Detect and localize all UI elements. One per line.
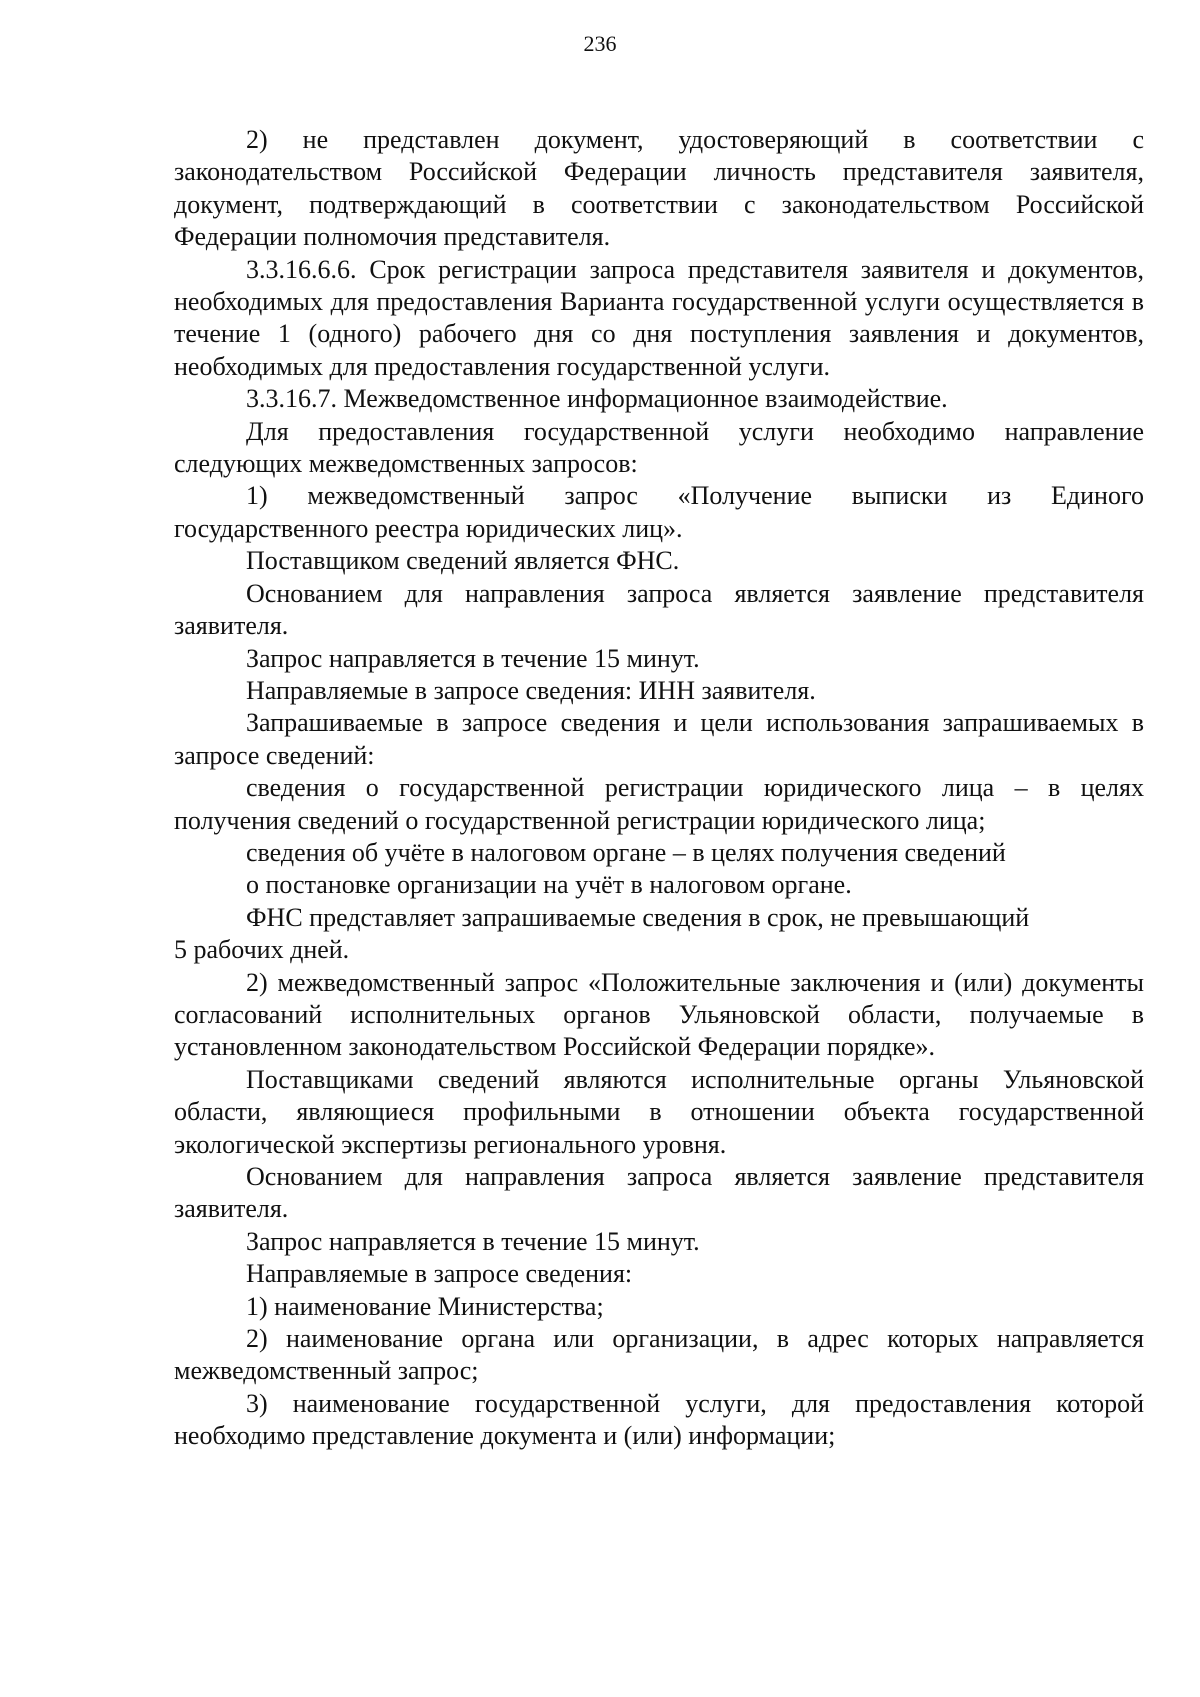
paragraph: 2) межведомственный запрос «Положительные заключения и (или) документы согласований исполнительных органов Ульяновской области, получаемые в установленном законодательством Российской Федерации порядке». bbox=[174, 967, 1144, 1062]
paragraph: Поставщиками сведений являются исполнительные органы Ульяновской области, являющиеся профильными в отношении объекта государственной экологической экспертизы регионального уровня. bbox=[174, 1064, 1144, 1159]
paragraph: 5 рабочих дней. bbox=[174, 935, 350, 965]
paragraph: Запрос направляется в течение 15 минут. bbox=[246, 1226, 700, 1256]
list-item: 1) наименование Министерства; bbox=[246, 1291, 604, 1321]
paragraph: Направляемые в запросе сведения: ИНН заявителя. bbox=[246, 675, 816, 705]
list-item: 2) наименование органа или организации, в адрес которых направляется межведомственный запрос; bbox=[174, 1324, 1144, 1386]
paragraph: о постановке организации на учёт в налоговом органе. bbox=[246, 870, 852, 900]
section-heading: 3.3.16.7. Межведомственное информационное взаимодействие. bbox=[246, 384, 948, 414]
paragraph: Для предоставления государственной услуги необходимо направление следующих межведомственных запросов: bbox=[174, 416, 1144, 479]
page-number: 236 bbox=[583, 31, 617, 56]
list-item: 3) наименование государственной услуги, для предоставления которой необходимо представление документа и (или) информации; bbox=[174, 1388, 1144, 1451]
paragraph: ФНС представляет запрашиваемые сведения в срок, не превышающий bbox=[246, 902, 1030, 932]
paragraph: 2) не представлен документ, удостоверяющий в соответствии с законодательством Российской Федерации личность представителя заявителя, документ, подтверждающий в соответствии с законодательством Российской Федерации полномочия представителя. bbox=[174, 125, 1144, 252]
paragraph: сведения о государственной регистрации юридического лица – в целях получения сведений о государственной регистрации юридического лица; bbox=[174, 773, 1144, 835]
paragraph: сведения об учёте в налоговом органе – в целях получения сведений bbox=[246, 837, 1006, 867]
paragraph: 1) межведомственный запрос «Получение выписки из Единого государственного реестра юридических лиц». bbox=[174, 481, 1144, 543]
paragraph: Запрос направляется в течение 15 минут. bbox=[246, 643, 700, 673]
paragraph: Направляемые в запросе сведения: bbox=[246, 1259, 633, 1289]
paragraph: Основанием для направления запроса является заявление представителя заявителя. bbox=[174, 1162, 1144, 1224]
paragraph: Поставщиком сведений является ФНС. bbox=[246, 546, 680, 576]
document-body bbox=[174, 124, 1144, 1453]
paragraph: 3.3.16.6.6. Срок регистрации запроса представителя заявителя и документов, необходимых для предоставления Варианта государственной услуги осуществляется в течение 1 (одного) рабочего дня со дня поступления заявления и документов, необходимых для предоставления государственной услуги. bbox=[174, 254, 1144, 381]
paragraph: Основанием для направления запроса является заявление представителя заявителя. bbox=[174, 578, 1144, 641]
paragraph: Запрашиваемые в запросе сведения и цели использования запрашиваемых в запросе сведений: bbox=[174, 708, 1144, 770]
